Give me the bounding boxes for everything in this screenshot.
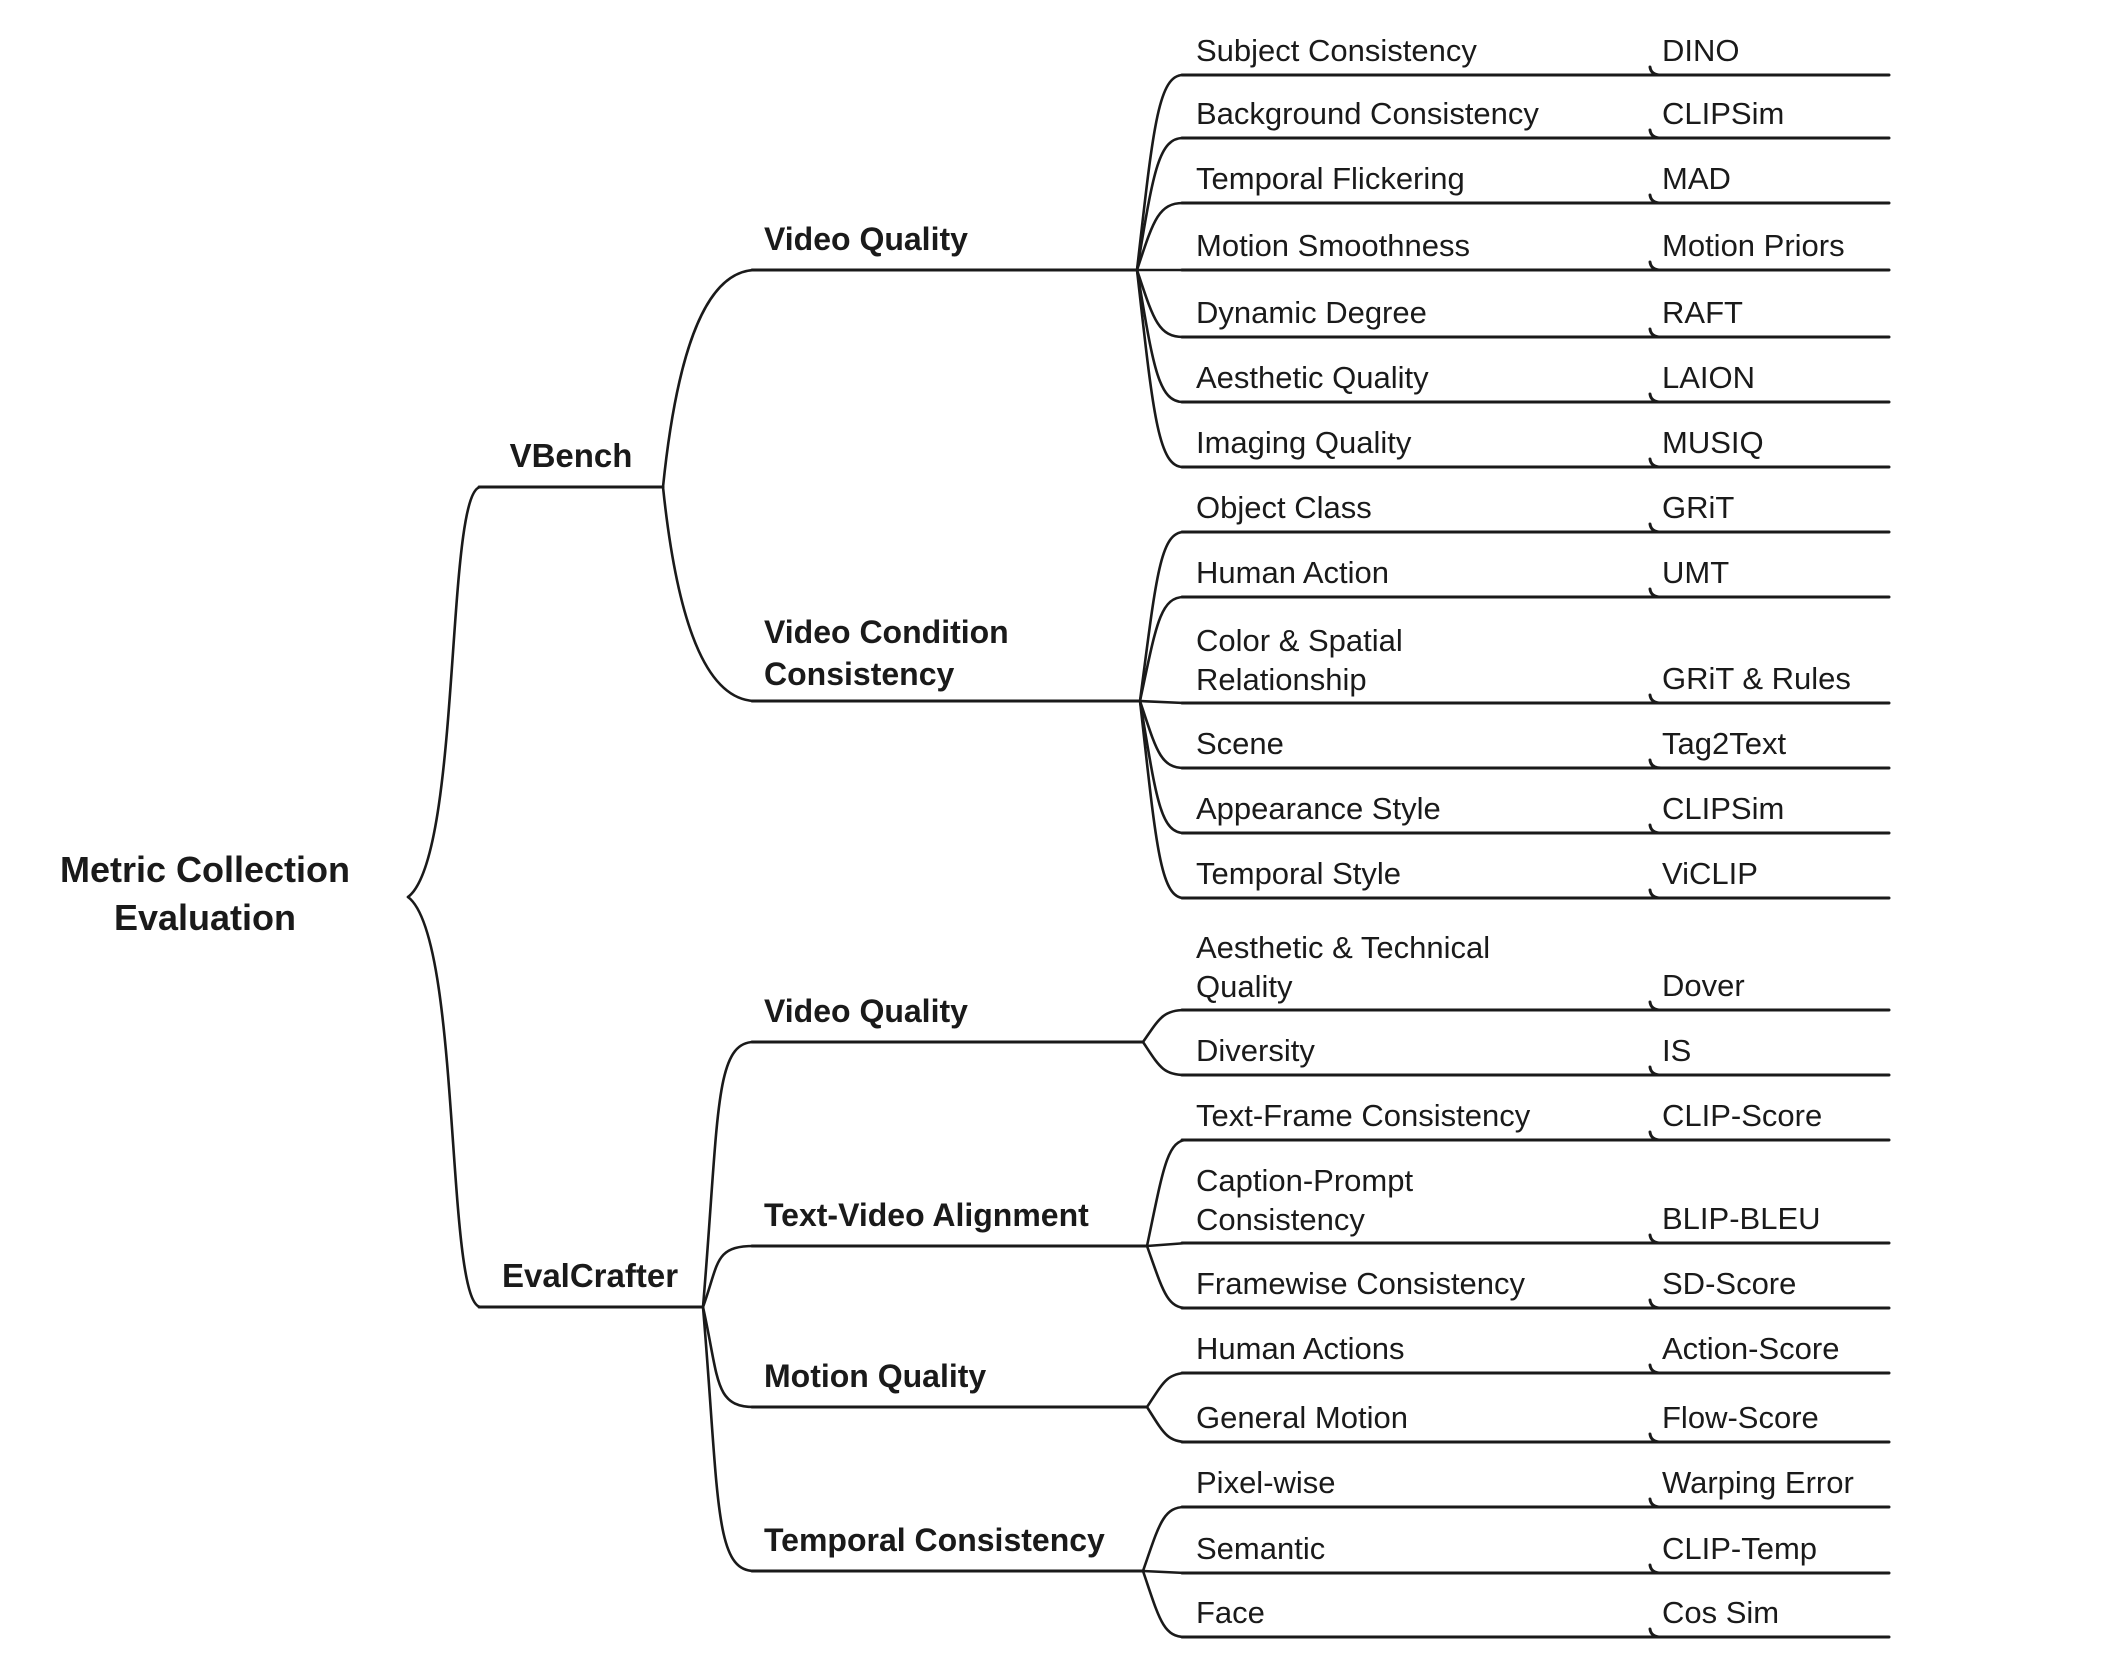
leaf-row [1180, 1459, 1890, 1503]
edge [1137, 75, 1183, 270]
leaf-method: GRiT & Rules [1662, 661, 1851, 696]
leaf-method: GRiT [1662, 490, 1735, 525]
leaf-label: Imaging Quality [1196, 425, 1412, 460]
group-to-category-edges [663, 270, 754, 1571]
leaf-method: CLIP-Score [1662, 1098, 1823, 1133]
leaf-row [1180, 785, 1890, 829]
leaf-label: Human Actions [1196, 1331, 1405, 1366]
leaf-method: LAION [1662, 360, 1756, 395]
edge [703, 1246, 754, 1307]
edge [663, 270, 754, 487]
leaf-label: Aesthetic Quality [1196, 360, 1429, 395]
leaf-method: MAD [1662, 161, 1731, 196]
leaf-method: Flow-Score [1662, 1400, 1819, 1435]
leaf-method: BLIP-BLEU [1662, 1201, 1821, 1236]
leaf-method: DINO [1662, 33, 1740, 68]
leaf-method: Dover [1662, 968, 1745, 1003]
leaf-method: Warping Error [1662, 1465, 1854, 1500]
leaf-method: Cos Sim [1662, 1595, 1780, 1630]
root-brace-edges [408, 487, 481, 1307]
leaf-method: CLIPSim [1662, 791, 1785, 826]
leaf-row [1180, 1325, 1890, 1369]
leaf-label: Human Action [1196, 555, 1389, 590]
leaf-row [1180, 617, 1890, 699]
leaf-method: CLIP-Temp [1662, 1531, 1818, 1566]
leaf-method: Motion Priors [1662, 228, 1845, 263]
leaf-method: SD-Score [1662, 1266, 1797, 1301]
leaf-label: Appearance Style [1196, 791, 1441, 826]
leaf-row [1180, 1394, 1890, 1438]
leaf-method: IS [1662, 1033, 1692, 1068]
leaf-label: Temporal Flickering [1196, 161, 1465, 196]
category-node-text-video-alignment: Text-Video Alignment [764, 1197, 1089, 1233]
leaf-label: Dynamic Degree [1196, 295, 1427, 330]
leaf-row [1180, 27, 1890, 71]
leaf-method: Tag2Text [1662, 726, 1787, 761]
leaf-method: Action-Score [1662, 1331, 1840, 1366]
leaf-row [1180, 354, 1890, 398]
edge [408, 897, 481, 1307]
leaf-row [1180, 850, 1890, 894]
category-node-vbench-video-quality: Video Quality [764, 221, 968, 257]
edge [1143, 1571, 1185, 1573]
leaf-row [1180, 484, 1890, 528]
leaf-label: Motion Smoothness [1196, 228, 1470, 263]
leaf-row [1180, 289, 1890, 333]
leaf-row [1180, 222, 1890, 266]
leaf-label: Semantic [1196, 1531, 1326, 1566]
group-node-evalcrafter: EvalCrafter [501, 1257, 679, 1294]
leaf-label: Framewise Consistency [1196, 1266, 1526, 1301]
edge [408, 487, 481, 897]
edge [1137, 270, 1183, 467]
edge [1140, 701, 1184, 898]
leaf-row [1180, 155, 1890, 199]
root-title-line: Metric Collection [59, 849, 351, 890]
leaf-method: RAFT [1662, 295, 1743, 330]
leaf-label: Color & Spatial Relationship [1196, 623, 1403, 697]
edge [703, 1042, 754, 1307]
edge [1143, 1042, 1185, 1075]
category-node-motion-quality: Motion Quality [764, 1358, 987, 1394]
leaf-method: ViCLIP [1662, 856, 1758, 891]
leaf-row [1180, 1589, 1890, 1633]
leaf-label: Subject Consistency [1196, 33, 1477, 68]
leaf-row [1180, 1260, 1890, 1304]
leaf-label: Background Consistency [1196, 96, 1539, 131]
leaf-label: Temporal Style [1196, 856, 1402, 891]
root-title-line: Evaluation [113, 897, 297, 938]
leaf-row [1180, 924, 1890, 1006]
leaf-label: Caption-Prompt Consistency [1196, 1163, 1414, 1237]
leaf-row [1180, 1525, 1890, 1569]
edge [663, 487, 754, 701]
category-node-evalcrafter-video-quality: Video Quality [764, 993, 968, 1029]
leaf-row [1180, 549, 1890, 593]
leaf-row [1180, 419, 1890, 463]
leaf-label: Aesthetic & Technical Quality [1196, 930, 1491, 1004]
leaf-label: Scene [1196, 726, 1284, 761]
leaf-row [1180, 90, 1890, 134]
group-node-vbench: VBench [509, 437, 633, 474]
root-node [22, 846, 388, 942]
edge [1140, 701, 1184, 703]
leaf-row [1180, 720, 1890, 764]
leaf-label: Text-Frame Consistency [1196, 1098, 1531, 1133]
category-node-temporal-consistency: Temporal Consistency [764, 1522, 1105, 1558]
leaf-row [1180, 1157, 1890, 1239]
leaf-label: Diversity [1196, 1033, 1315, 1068]
leaf-method: UMT [1662, 555, 1730, 590]
edge [1143, 1507, 1185, 1571]
leaf-label: Object Class [1196, 490, 1372, 525]
edge [1143, 1010, 1185, 1042]
leaf-method: MUSIQ [1662, 425, 1764, 460]
leaf-row [1180, 1027, 1890, 1071]
leaf-label: Pixel-wise [1196, 1465, 1336, 1500]
leaf-label: General Motion [1196, 1400, 1408, 1435]
edge [1143, 1571, 1185, 1637]
category-node-video-condition-consistency: Video Condition Consistency [764, 614, 1009, 692]
leaf-label: Face [1196, 1595, 1265, 1630]
leaf-method: CLIPSim [1662, 96, 1785, 131]
leaf-row [1180, 1092, 1890, 1136]
